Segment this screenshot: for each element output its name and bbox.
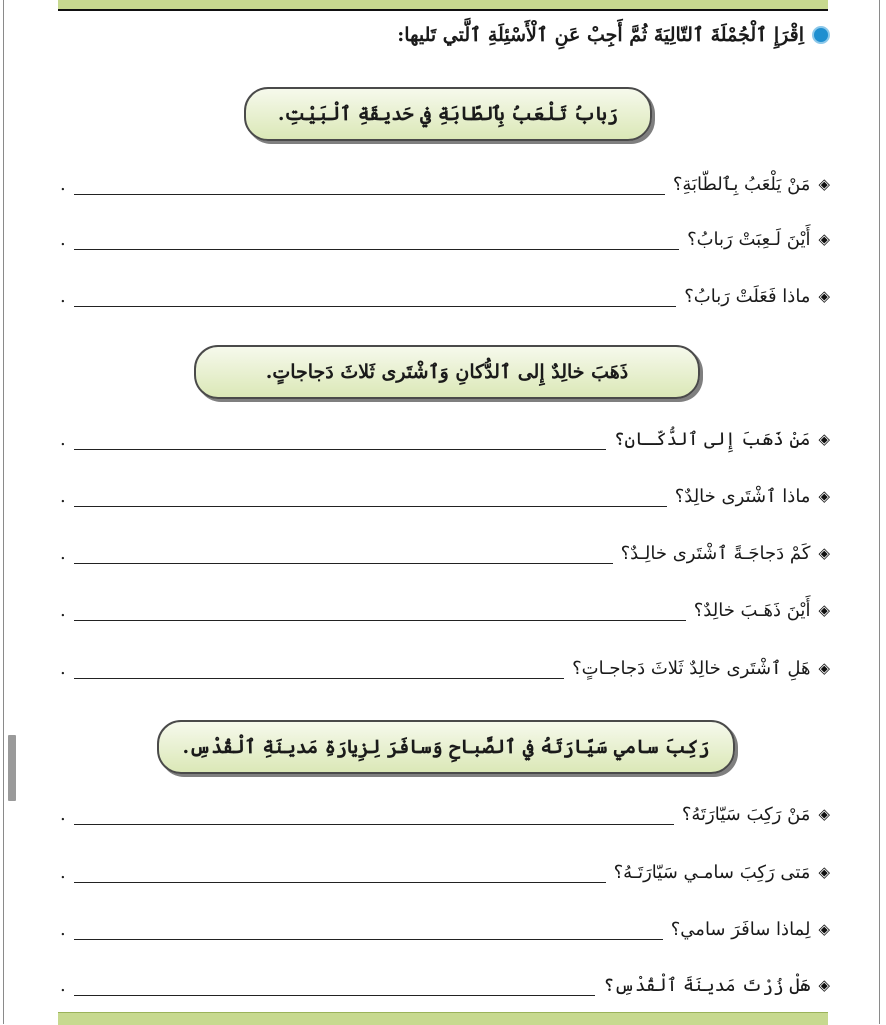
page-border-left — [3, 0, 4, 1024]
question-text: أَيْنَ لَـعِبَتْ رَبابُ؟ — [687, 228, 811, 250]
answer-period: . — [60, 974, 66, 996]
question-text: مَنْ ذَهَبَ إِلى ٱلدُّكّـانِ؟ — [613, 428, 811, 450]
answer-period: . — [60, 861, 66, 883]
blue-hexagon-bullet-icon — [812, 26, 830, 44]
question-text: مَنْ رَكِبَ سَيّارَتَهُ؟ — [681, 803, 811, 825]
question-row — [60, 912, 830, 946]
diamond-bullet-icon: ◈ — [818, 659, 830, 677]
question-text: ماذا فَعَلَتْ رَبابُ؟ — [684, 285, 811, 307]
answer-period: . — [60, 228, 66, 250]
answer-line[interactable] — [74, 174, 665, 195]
question-row — [60, 167, 830, 201]
question-row — [60, 797, 830, 831]
top-header-band — [58, 0, 828, 11]
answer-line[interactable] — [74, 543, 613, 564]
answer-period: . — [60, 803, 66, 825]
answer-period: . — [60, 918, 66, 940]
question-text: كَمْ دَجاجَـةً ٱشْتَرى خالِـدٌ؟ — [620, 542, 811, 564]
instruction-text: اِقْرَإِ ٱلْجُمْلَةَ ٱلتّالِيَةَ ثُمَّ أَجِبْ عَنِ ٱلْأَسْئِلَةِ ٱلَّتي تَليها: — [397, 24, 804, 46]
question-row — [60, 279, 830, 313]
question-text: ماذا ٱشْتَرى خالِدٌ؟ — [674, 485, 811, 507]
answer-line[interactable] — [74, 229, 679, 250]
answer-period: . — [60, 542, 66, 564]
question-row — [60, 593, 830, 627]
question-row — [60, 422, 830, 456]
diamond-bullet-icon: ◈ — [818, 601, 830, 619]
answer-line[interactable] — [74, 429, 606, 450]
page-border-right — [879, 0, 880, 1024]
diamond-bullet-icon: ◈ — [818, 230, 830, 248]
question-row — [60, 651, 830, 685]
question-text: هَلِ ٱشْتَرى خالِدٌ ثَلاثَ دَجاجـاتٍ؟ — [572, 657, 811, 679]
diamond-bullet-icon: ◈ — [818, 175, 830, 193]
answer-period: . — [60, 285, 66, 307]
question-text: هَلْ زُرْتَ مَدينَةَ ٱلْقُدْسِ؟ — [603, 974, 811, 996]
question-row — [60, 855, 830, 889]
question-text: أَيْنَ ذَهَـبَ خالِدٌ؟ — [693, 599, 811, 621]
answer-line[interactable] — [74, 486, 667, 507]
sentence-box-1: رَبابُ تَلْعَبُ بِٱلطّابَةِ في حَديقَةِ ٱلْبَيْتِ. — [244, 87, 652, 141]
diamond-bullet-icon: ◈ — [818, 544, 830, 562]
answer-line[interactable] — [74, 919, 663, 940]
answer-line[interactable] — [74, 975, 596, 996]
sentence-box-3: رَكِبَ سامي سَيّارَتَهُ في ٱلصَّباحِ وَسافَرَ لِزِيارَةِ مَدينَةِ ٱلْقُدْسِ. — [157, 720, 735, 774]
answer-period: . — [60, 485, 66, 507]
bottom-footer-band — [58, 1012, 828, 1025]
answer-period: . — [60, 173, 66, 195]
answer-line[interactable] — [74, 658, 564, 679]
answer-line[interactable] — [74, 804, 674, 825]
sentence-box-2: ذَهَبَ خالِدٌ إِلى ٱلدُّكانِ وَٱشْتَرى ثَلاثَ دَجاجاتٍ. — [194, 345, 700, 399]
scrollbar-handle[interactable] — [8, 735, 16, 801]
diamond-bullet-icon: ◈ — [818, 863, 830, 881]
diamond-bullet-icon: ◈ — [818, 487, 830, 505]
question-row — [60, 479, 830, 513]
diamond-bullet-icon: ◈ — [818, 805, 830, 823]
question-text: لِماذا سافَرَ سامي؟ — [670, 918, 811, 940]
answer-line[interactable] — [74, 862, 606, 883]
answer-line[interactable] — [74, 600, 686, 621]
question-text: مَتى رَكِبَ سامـي سَيّارَتَـهُ؟ — [613, 861, 811, 883]
answer-period: . — [60, 599, 66, 621]
answer-period: . — [60, 428, 66, 450]
question-row — [60, 536, 830, 570]
answer-period: . — [60, 657, 66, 679]
answer-line[interactable] — [74, 286, 677, 307]
diamond-bullet-icon: ◈ — [818, 430, 830, 448]
question-row — [60, 222, 830, 256]
question-text: مَنْ يَلْعَبُ بِٱلطّابَةِ؟ — [672, 173, 811, 195]
diamond-bullet-icon: ◈ — [818, 976, 830, 994]
question-row — [60, 968, 830, 1002]
diamond-bullet-icon: ◈ — [818, 920, 830, 938]
instruction — [397, 24, 830, 46]
diamond-bullet-icon: ◈ — [818, 287, 830, 305]
